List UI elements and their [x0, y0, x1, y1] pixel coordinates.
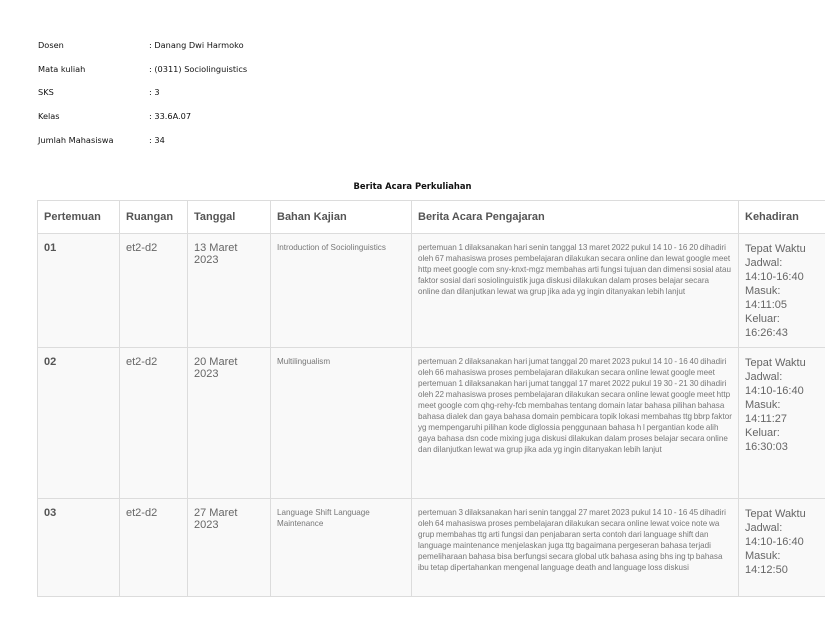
column-header-kehadiran: Kehadiran [739, 201, 825, 234]
kehadiran-line: Masuk: [745, 550, 781, 562]
kehadiran-line: Jadwal: [745, 371, 783, 383]
cell-pertemuan: 02 [38, 348, 120, 499]
table-row [38, 348, 825, 499]
cell-kehadiran [739, 499, 825, 597]
kehadiran-line: Masuk: [745, 285, 781, 297]
kehadiran-line: Keluar: [745, 427, 780, 439]
column-header-berita-acara: Berita Acara Pengajaran [412, 201, 739, 234]
cell-bahan-kajian: Multilingualism [271, 348, 412, 499]
kehadiran-line: Jadwal: [745, 257, 783, 269]
column-header-ruangan: Ruangan [120, 201, 188, 234]
cell-tanggal: 27 Maret 2023 [188, 499, 271, 597]
table-row [38, 234, 825, 348]
cell-ruangan: et2-d2 [120, 234, 188, 348]
info-value: : (0311) Sociolinguistics [149, 63, 248, 74]
kehadiran-line: Jadwal: [745, 522, 783, 534]
berita-acara-table [37, 200, 825, 597]
cell-kehadiran [739, 234, 825, 348]
cell-pertemuan: 03 [38, 499, 120, 597]
kehadiran-status: Tepat Waktu [745, 243, 806, 255]
kehadiran-line: 14:12:50 [745, 564, 788, 576]
kehadiran-line: 16:26:43 [745, 327, 788, 339]
info-row-mata-kuliah [38, 64, 247, 88]
cell-bahan-kajian: Introduction of Sociolinguistics [271, 234, 412, 348]
kehadiran-line: Masuk: [745, 399, 781, 411]
table-header-row [38, 201, 825, 234]
info-label: Jumlah Mahasiswa [38, 134, 114, 145]
kehadiran-line: 14:10-16:40 [745, 271, 804, 283]
column-header-tanggal: Tanggal [188, 201, 271, 234]
info-row-kelas [38, 111, 247, 135]
kehadiran-status: Tepat Waktu [745, 508, 806, 520]
cell-tanggal: 20 Maret 2023 [188, 348, 271, 499]
kehadiran-line: 14:10-16:40 [745, 385, 804, 397]
kehadiran-line: 14:11:05 [745, 299, 788, 311]
cell-tanggal: 13 Maret 2023 [188, 234, 271, 348]
info-value: : 34 [149, 134, 165, 145]
info-label: Kelas [38, 111, 60, 122]
cell-ruangan: et2-d2 [120, 348, 188, 499]
cell-berita-acara: pertemuan 1 dilaksanakan hari senin tanggal 13 maret 2022 pukul 14 10 - 16 20 dihadiri oleh 67 mahasiswa proses pembelajaran dilakukan secara online dan lewat google meet http meet google com sny-knxt-mgz membahas arti fungsi tujuan dan dimensi sosial atau faktor sosial dari sosiolinguistik juga diskusi dilakukan dalam proses belajar secara online dan dilanjutkan lewat wa grup jika ada yg ingin ditanyakan lebih lanjut [412, 234, 739, 348]
kehadiran-status: Tepat Waktu [745, 357, 806, 369]
info-row-sks [38, 87, 247, 111]
cell-ruangan: et2-d2 [120, 499, 188, 597]
column-header-bahan-kajian: Bahan Kajian [271, 201, 412, 234]
info-value: : 3 [149, 87, 160, 98]
cell-pertemuan: 01 [38, 234, 120, 348]
kehadiran-line: 14:11:27 [745, 413, 788, 425]
kehadiran-line: 14:10-16:40 [745, 536, 804, 548]
kehadiran-line: Keluar: [745, 313, 780, 325]
info-label: Dosen [38, 40, 64, 50]
kehadiran-line: 16:30:03 [745, 441, 788, 453]
cell-berita-acara: pertemuan 2 dilaksanakan hari jumat tanggal 20 maret 2023 pukul 14 10 - 16 40 dihadiri oleh 66 mahasiswa proses pembelajaran dilakukan secara online lewat google meet pertemuan 1 dilaksanakan hari jumat tanggal 17 maret 2022 pukul 19 30 - 21 30 dihadiri oleh 22 mahasiswa proses pembelajaran dilakukan secara online lewat google meet http meet google com qhg-rehy-fcb membahas tentang domain latar bahasa pilihan bahasa bahasa dialek dan gaya bahasa domain pembicara topik lokasi membahas ttg bbrp faktor yg mempengaruhi pilihan kode diglossia penggunaan bahasa h l pergantian kode alih gaya bahasa dsn code mixing juga diskusi dilakukan dalam proses belajar secara online dan dilanjutkan lewat wa grup jika ada yg ingin ditanyakan lebih lanjut [412, 348, 739, 499]
info-label: SKS [38, 87, 54, 98]
cell-kehadiran [739, 348, 825, 499]
cell-bahan-kajian: Language Shift Language Maintenance [271, 499, 412, 597]
info-value: : Danang Dwi Harmoko [149, 40, 244, 50]
info-label: Mata kuliah [38, 63, 86, 74]
info-value: : 33.6A.07 [149, 111, 192, 122]
column-header-pertemuan: Pertemuan [38, 201, 120, 234]
course-info [38, 40, 247, 158]
cell-berita-acara: pertemuan 3 dilaksanakan hari senin tanggal 27 maret 2023 pukul 14 10 - 16 45 dihadiri oleh 64 mahasiswa proses pembelajaran dilakukan secara online lewat voice note wa grup membahas ttg arti fungsi dan penjabaran serta contoh dari language shift dan language maintenance menjelaskan juga ttg bagaimana pergeseran bahasa terjadi pemeliharaan bahasa bisa berfungsi secara global utk bahasa asing bhs ing tp bahasa ibu tetap dipertahankan mengenal language death and language loss diskusi [412, 499, 739, 597]
table-row [38, 499, 825, 597]
info-row-jumlah-mahasiswa [38, 135, 247, 159]
page-title: Berita Acara Perkuliahan [353, 181, 472, 191]
info-row-dosen [38, 40, 247, 64]
